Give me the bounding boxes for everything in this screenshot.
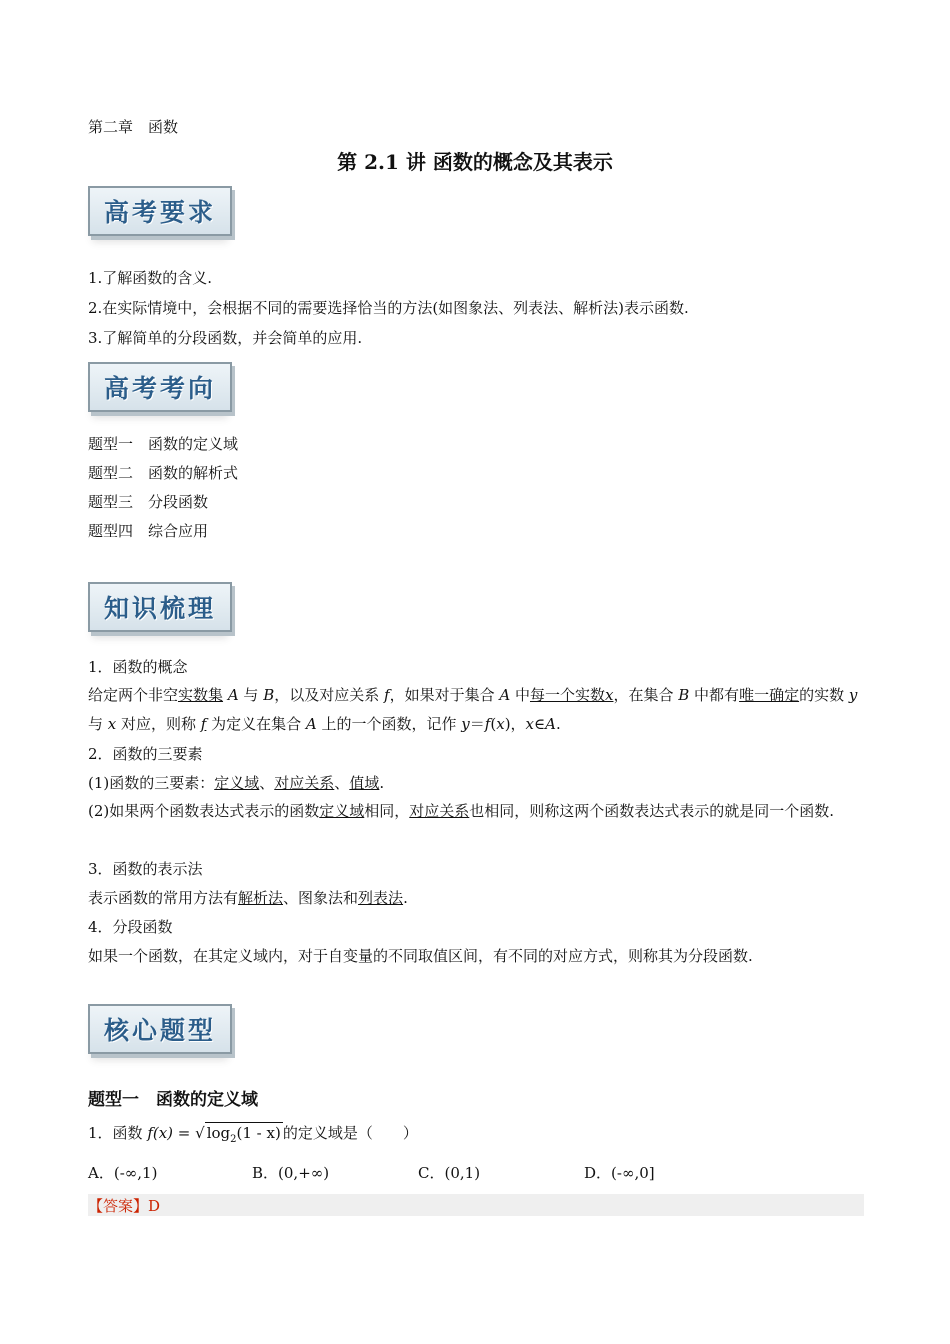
- knowledge-paragraph: 给定两个非空实数集 A 与 B，以及对应关系 f，如果对于集合 A 中每一个实数x，在集合 B 中都有唯一确定的实数 y 与 x 对应，则称 f 为定义在集合 A 上的一个函数，记作 y＝f(x)，x∈A.: [88, 686, 858, 733]
- question-1: 1．函数 f(x) = √ $\log_2(1 - x)$ 的定义域是（ ）: [88, 1122, 418, 1150]
- requirement-item: 3.了解简单的分段函数，并会简单的应用.: [88, 329, 363, 347]
- requirement-item: 2.在实际情境中，会根据不同的需要选择恰当的方法(如图象法、列表法、解析法)表示函数.: [88, 299, 689, 317]
- type-title: 题型一 函数的定义域: [88, 1090, 258, 1110]
- knowledge-heading: 3．函数的表示法: [88, 860, 203, 878]
- knowledge-heading: 2．函数的三要素: [88, 745, 203, 763]
- direction-item: 题型二 函数的解析式: [88, 464, 239, 482]
- badge-knowledge-text: 知识梳理: [103, 594, 216, 623]
- option-a[interactable]: A．(-∞,1): [88, 1164, 158, 1182]
- direction-item: 题型三 分段函数: [88, 493, 209, 511]
- badge-directions-text: 高考考向: [103, 374, 216, 403]
- knowledge-heading: 4．分段函数: [88, 918, 173, 936]
- badge-core-text: 核心题型: [103, 1016, 216, 1045]
- option-c[interactable]: C．(0,1): [418, 1164, 481, 1182]
- knowledge-line: 如果一个函数，在其定义域内，对于自变量的不同取值区间，有不同的对应方式，则称其为分段函数.: [88, 947, 753, 965]
- option-d[interactable]: D．(-∞,0]: [584, 1164, 655, 1182]
- knowledge-paragraph: (2)如果两个函数表达式表示的函数定义域相同，对应关系也相同，则称这两个函数表达式表示的就是同一个函数.: [88, 802, 835, 820]
- page-title: 第 2.1 讲 函数的概念及其表示: [337, 150, 613, 174]
- requirement-item: 1.了解函数的含义.: [88, 269, 213, 287]
- badge-core: [88, 1004, 232, 1054]
- badge-knowledge: [88, 582, 232, 632]
- badge-directions: [88, 362, 232, 412]
- answer-bar: [88, 1194, 864, 1216]
- badge-requirements: [88, 186, 232, 236]
- knowledge-line: (1)函数的三要素：定义域、对应关系、值域.: [88, 774, 385, 792]
- answer: 【答案】D: [88, 1197, 161, 1215]
- knowledge-heading: 1．函数的概念: [88, 658, 188, 676]
- knowledge-line: 表示函数的常用方法有解析法、图象法和列表法.: [88, 889, 408, 907]
- chapter-label: 第二章 函数: [88, 118, 179, 136]
- direction-item: 题型四 综合应用: [88, 522, 209, 540]
- badge-requirements-text: 高考要求: [103, 198, 216, 227]
- option-b[interactable]: B．(0,+∞): [252, 1164, 330, 1182]
- direction-item: 题型一 函数的定义域: [88, 435, 239, 453]
